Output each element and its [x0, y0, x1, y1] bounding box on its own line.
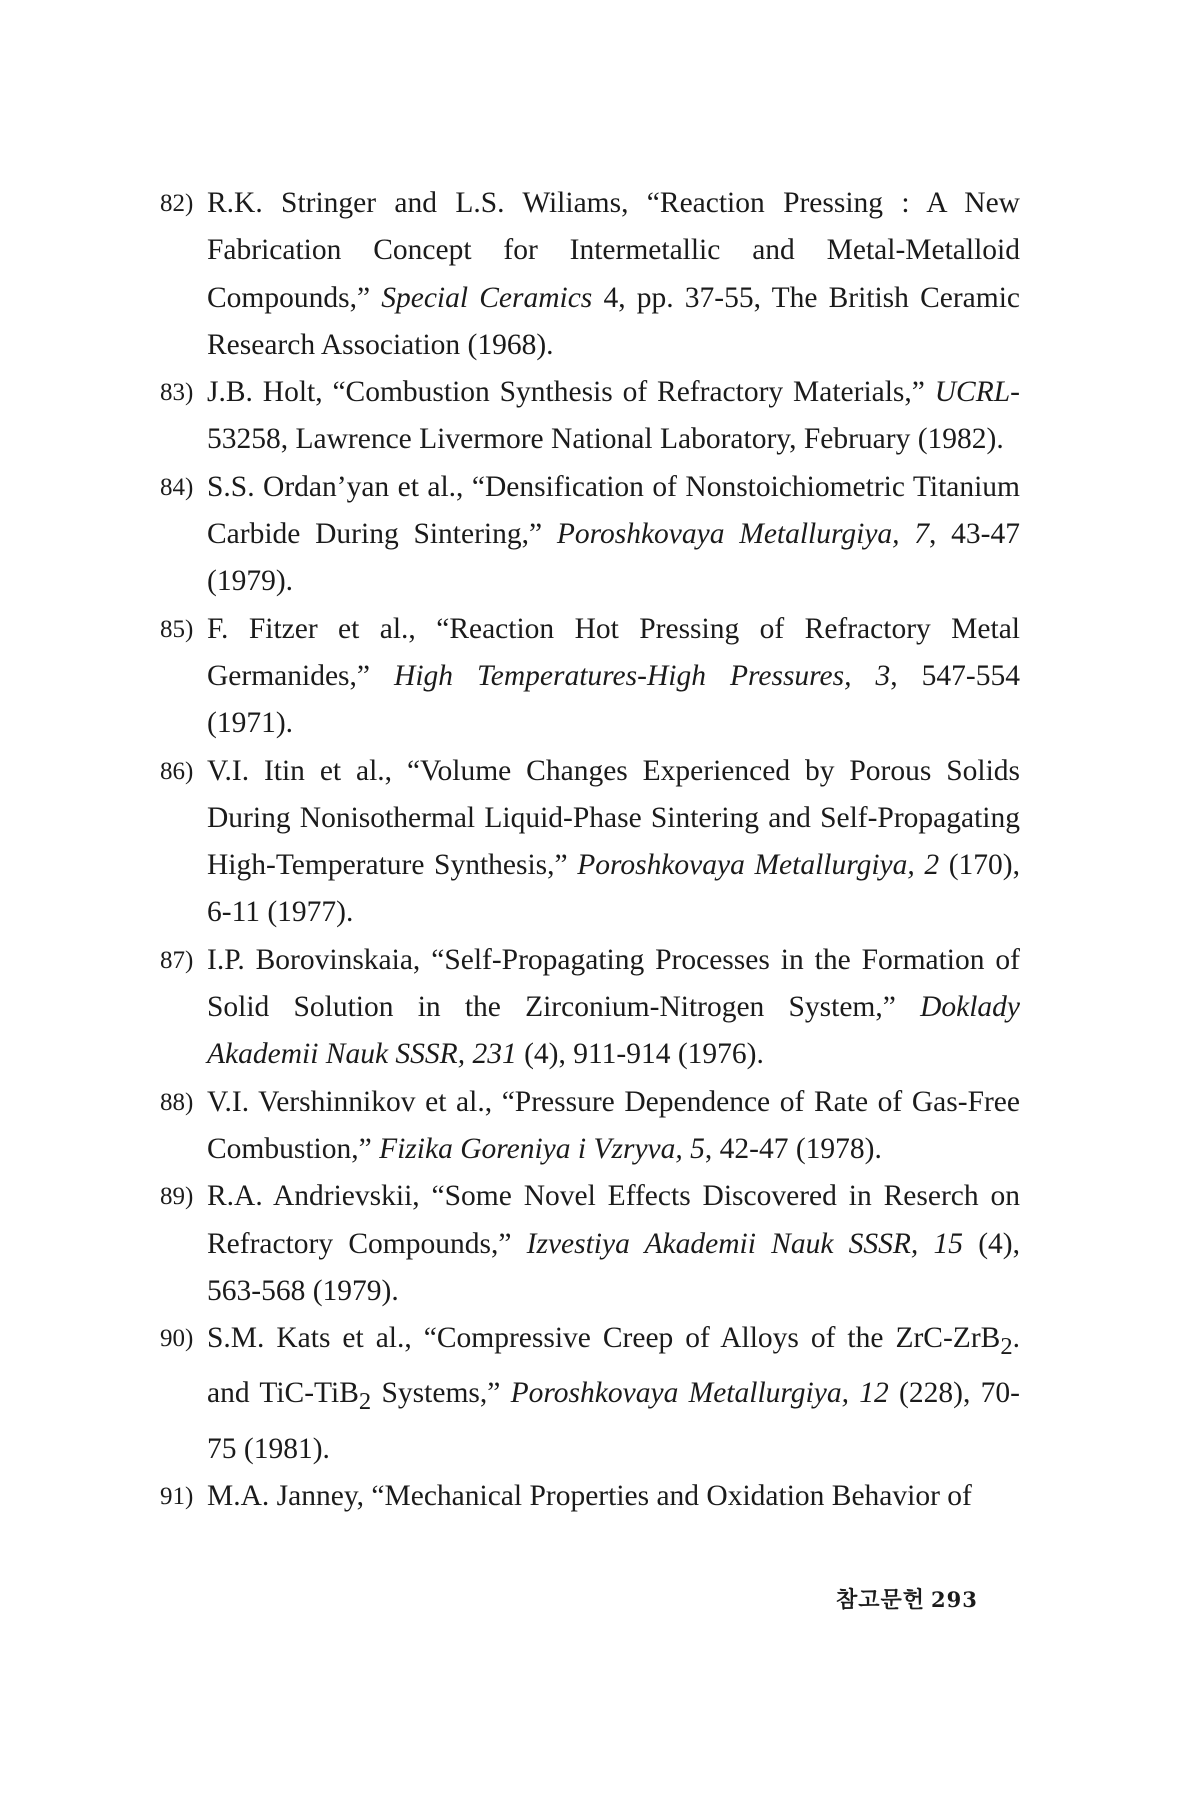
reference-text-segment: 4, pp. 37-55, The British Ceramic Research Association (1968). — [207, 281, 1020, 361]
reference-text-segment: -53258, Lawrence Livermore National Laboratory, February (1982). — [207, 376, 1020, 456]
reference-text-segment: S.S. Ordan’yan et al., “Densification of Nonstoichiometric Titanium Carbide During Sintering,” — [207, 470, 1020, 551]
reference-source-title: Izvestiya Akademii Nauk SSSR, 15 — [526, 1227, 963, 1260]
reference-number: 84) — [160, 473, 194, 501]
reference-text — [207, 464, 1020, 606]
reference-text — [207, 1315, 1020, 1473]
reference-number: 91) — [160, 1482, 194, 1510]
reference-text — [207, 1079, 1020, 1174]
reference-number: 87) — [160, 946, 194, 974]
reference-text-segment: R.K. Stringer and L.S. Wiliams, “Reaction Pressing : A New Fabrication Concept for Intermetallic and Metal-Metalloid Compounds,” — [207, 187, 1020, 314]
reference-number: 89) — [160, 1183, 194, 1211]
reference-entry — [160, 937, 1020, 1079]
reference-text-segment: (4), 563-568 (1979). — [207, 1227, 1020, 1307]
page-number: 293 — [931, 1587, 978, 1612]
reference-text — [207, 1173, 1020, 1315]
reference-entry — [160, 748, 1020, 937]
reference-text-segment: S.M. Kats et al., “Compressive Creep of Alloys of the ZrC-ZrB — [207, 1322, 1001, 1355]
reference-number: 82) — [160, 190, 194, 217]
reference-list — [160, 180, 1020, 1520]
reference-entry — [160, 1315, 1020, 1473]
reference-source-title: Fizika Goreniya i Vzryva, 5 — [379, 1132, 705, 1165]
reference-text — [207, 180, 1020, 369]
reference-number: 85) — [160, 615, 194, 643]
reference-text-segment: (170), 6-11 (1977). — [207, 849, 1020, 929]
reference-text-segment: V.I. Vershinnikov et al., “Pressure Dependence of Rate of Gas-Free Combustion,” — [207, 1085, 1020, 1165]
reference-number: 90) — [160, 1325, 194, 1353]
reference-text-segment: , 43-47 (1979). — [207, 518, 1020, 598]
reference-entry — [160, 1079, 1020, 1174]
reference-text-segment: F. Fitzer et al., “Reaction Hot Pressing of Refractory Metal Germanides,” — [207, 612, 1020, 692]
page-footer — [836, 1583, 978, 1614]
reference-text-segment: (228), 70-75 (1981). — [207, 1377, 1020, 1465]
reference-text-segment: (4), 911-914 (1976). — [516, 1038, 764, 1071]
reference-source-title: Doklady Akademii Nauk SSSR, 231 — [207, 991, 1020, 1071]
reference-text-segment: R.A. Andrievskii, “Some Novel Effects Discovered in Reserch on Refractory Compounds,” — [207, 1180, 1020, 1260]
reference-text — [207, 748, 1020, 937]
reference-text-segment: . and TiC-TiB — [207, 1322, 1020, 1410]
reference-text-segment: V.I. Itin et al., “Volume Changes Experienced by Porous Solids During Nonisothermal Liquid-Phase Sintering and Self-Propagating High-Temperature Synthesis,” — [207, 754, 1020, 882]
reference-text-segment: , 42-47 (1978). — [704, 1132, 882, 1165]
reference-text — [207, 369, 1020, 464]
reference-entry — [160, 464, 1020, 606]
reference-source-title: UCRL — [934, 376, 1011, 409]
reference-text-segment: J.B. Holt, “Combustion Synthesis of Refractory Materials,” — [207, 376, 935, 409]
reference-text-segment: Systems,” — [371, 1377, 511, 1410]
reference-entry — [160, 369, 1020, 464]
reference-text-segment: , 547-554 (1971). — [207, 659, 1020, 740]
subscript: 2 — [1000, 1333, 1013, 1361]
reference-entry — [160, 180, 1020, 369]
reference-text — [207, 1473, 1020, 1520]
subscript: 2 — [358, 1388, 372, 1416]
reference-text-segment: I.P. Borovinskaia, “Self-Propagating Processes in the Formation of Solid Solution in the Zirconium-Nitrogen System,” — [207, 943, 1020, 1024]
reference-source-title: Poroshkovaya Metallurgiya, 2 — [577, 849, 940, 882]
reference-source-title: Poroshkovaya Metallurgiya, 7 — [556, 518, 930, 551]
reference-source-title: Special Ceramics — [381, 281, 593, 314]
reference-source-title: Poroshkovaya Metallurgiya, 12 — [510, 1377, 889, 1410]
reference-number: 83) — [160, 379, 194, 407]
reference-number: 88) — [160, 1088, 194, 1116]
reference-entry — [160, 1173, 1020, 1315]
reference-text — [207, 606, 1020, 748]
reference-entry — [160, 1473, 1020, 1520]
reference-text — [207, 937, 1020, 1079]
reference-source-title: High Temperatures-High Pressures, 3 — [394, 659, 891, 692]
reference-text-segment: M.A. Janney, “Mechanical Properties and Oxidation Behavior of — [207, 1479, 972, 1512]
reference-number: 86) — [160, 757, 194, 785]
reference-entry — [160, 606, 1020, 748]
footer-section-title: 참고문헌 — [836, 1587, 926, 1613]
